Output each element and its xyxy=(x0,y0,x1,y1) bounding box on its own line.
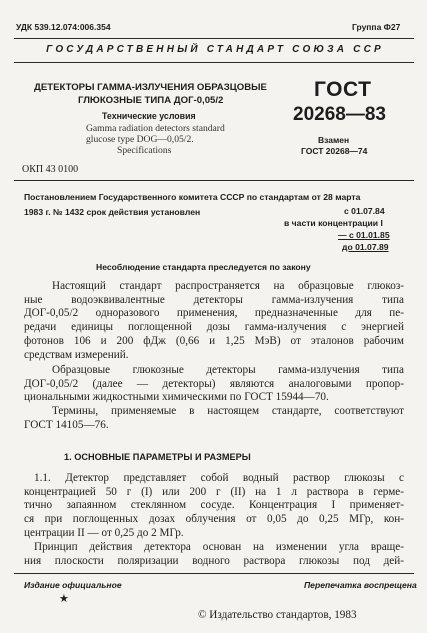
paragraph-line: Принцип действия детектора основан на изменении угла враще- xyxy=(34,541,404,553)
english-title-line-1: Gamma radiation detectors standard xyxy=(86,123,225,134)
paragraph-line: средствам измерений. xyxy=(24,348,129,361)
top-rule xyxy=(14,38,414,39)
paragraph-line: фотонов 106 и 200 фДж (0,66 и 1,25 МэВ) от эталонов рабочим xyxy=(24,334,404,347)
replaces-value: ГОСТ 20268—74 xyxy=(301,146,368,156)
udk-code: УДК 539.12.074:006.354 xyxy=(16,22,111,32)
paragraph-line: ные водоэквивалентные детекторы гамма-излучения типа xyxy=(24,293,404,306)
decree-part-date: — с 01.01.85 xyxy=(338,230,390,240)
paragraph-line: ГОСТ 14105—76. xyxy=(24,418,109,431)
title-block-rule xyxy=(14,180,414,181)
paragraph-scope xyxy=(24,280,404,362)
paragraph-1-1 xyxy=(24,472,404,541)
paragraph-description xyxy=(24,364,404,405)
title-line-2: ГЛЮКОЗНЫЕ ТИПА ДОГ-0,05/2 xyxy=(78,95,224,106)
paragraph-line: концентрацией 50 г (I) или 200 г (II) на 1 л раствора в герме- xyxy=(24,485,404,498)
paragraph-line: ДОГ-0,05/2 одноразового применения, предназначенные для пе- xyxy=(24,307,404,320)
paragraph-line: редачи единицы поглощенной дозы гамма-излучения с энергией xyxy=(24,321,404,334)
decree-from-date: с 01.07.84 xyxy=(344,206,385,216)
group-code: Группа Ф27 xyxy=(352,22,401,32)
paragraph-terms xyxy=(24,405,404,432)
paragraph-line: центрации II — от 0,25 до 2 МГр. xyxy=(24,526,184,539)
title-subtitle: Технические условия xyxy=(102,111,196,121)
legal-notice: Несоблюдение стандарта преследуется по закону xyxy=(96,262,311,272)
paragraph-line: Термины, применяемые в настоящем стандарте, соответствуют xyxy=(52,405,404,417)
english-title-line-2: glucose type DOG—0,05/2. xyxy=(86,134,194,145)
paragraph-line: ния плоскости поляризации водного раствора глюкозы под дей- xyxy=(24,554,404,567)
copyright: © Издательство стандартов, 1983 xyxy=(198,609,357,621)
decree-until-date: до 01.07.89 xyxy=(342,242,389,252)
reprint-prohibited: Перепечатка воспрещена xyxy=(304,580,417,590)
section-heading: 1. ОСНОВНЫЕ ПАРАМЕТРЫ И РАЗМЕРЫ xyxy=(64,452,251,462)
paragraph-line: ДОГ-0,05/2 (далее — детекторы) являются аналоговыми пропор- xyxy=(24,377,404,390)
replaces-label: Взамен xyxy=(318,135,350,145)
paragraph-line: Настоящий стандарт распространяется на образцовые глюкоз- xyxy=(52,280,404,292)
paragraph-line: ся при поглощенных дозах облучения от 0,05 до 0,25 МГр, кон- xyxy=(24,513,404,526)
official-edition: Издание официальное xyxy=(24,580,122,590)
decree-line-2: 1983 г. № 1432 срок действия установлен xyxy=(24,207,201,217)
star-icon: ★ xyxy=(59,592,69,605)
banner-rule xyxy=(14,62,414,63)
paragraph-line: 1.1. Детектор представляет собой водный раствор глюкозы с xyxy=(34,472,404,484)
footer-rule xyxy=(14,573,414,574)
gost-number: 20268—83 xyxy=(293,104,386,125)
paragraph-line: циональными жидкостными химическими по ГОСТ 15944—70. xyxy=(24,391,329,404)
english-title-line-3: Specifications xyxy=(117,145,172,156)
decree-part-note: в части концентрации I xyxy=(284,218,383,228)
state-standard-banner: ГОСУДАРСТВЕННЫЙ СТАНДАРТ СОЮЗА ССР xyxy=(46,44,384,55)
okp-code: ОКП 43 0100 xyxy=(22,164,79,175)
gost-label: ГОСТ xyxy=(314,78,372,101)
decree-line-1: Постановлением Государственного комитета СССР по стандартам от 28 марта xyxy=(24,192,361,202)
title-line-1: ДЕТЕКТОРЫ ГАММА-ИЗЛУЧЕНИЯ ОБРАЗЦОВЫЕ xyxy=(34,82,267,93)
paragraph-line: Образцовые глюкозные детекторы гамма-излучения типа xyxy=(52,364,404,376)
paragraph-principle xyxy=(24,541,404,568)
paragraph-line: тично запаянном стеклянном сосуде. Концентрация I применяет- xyxy=(24,499,404,512)
